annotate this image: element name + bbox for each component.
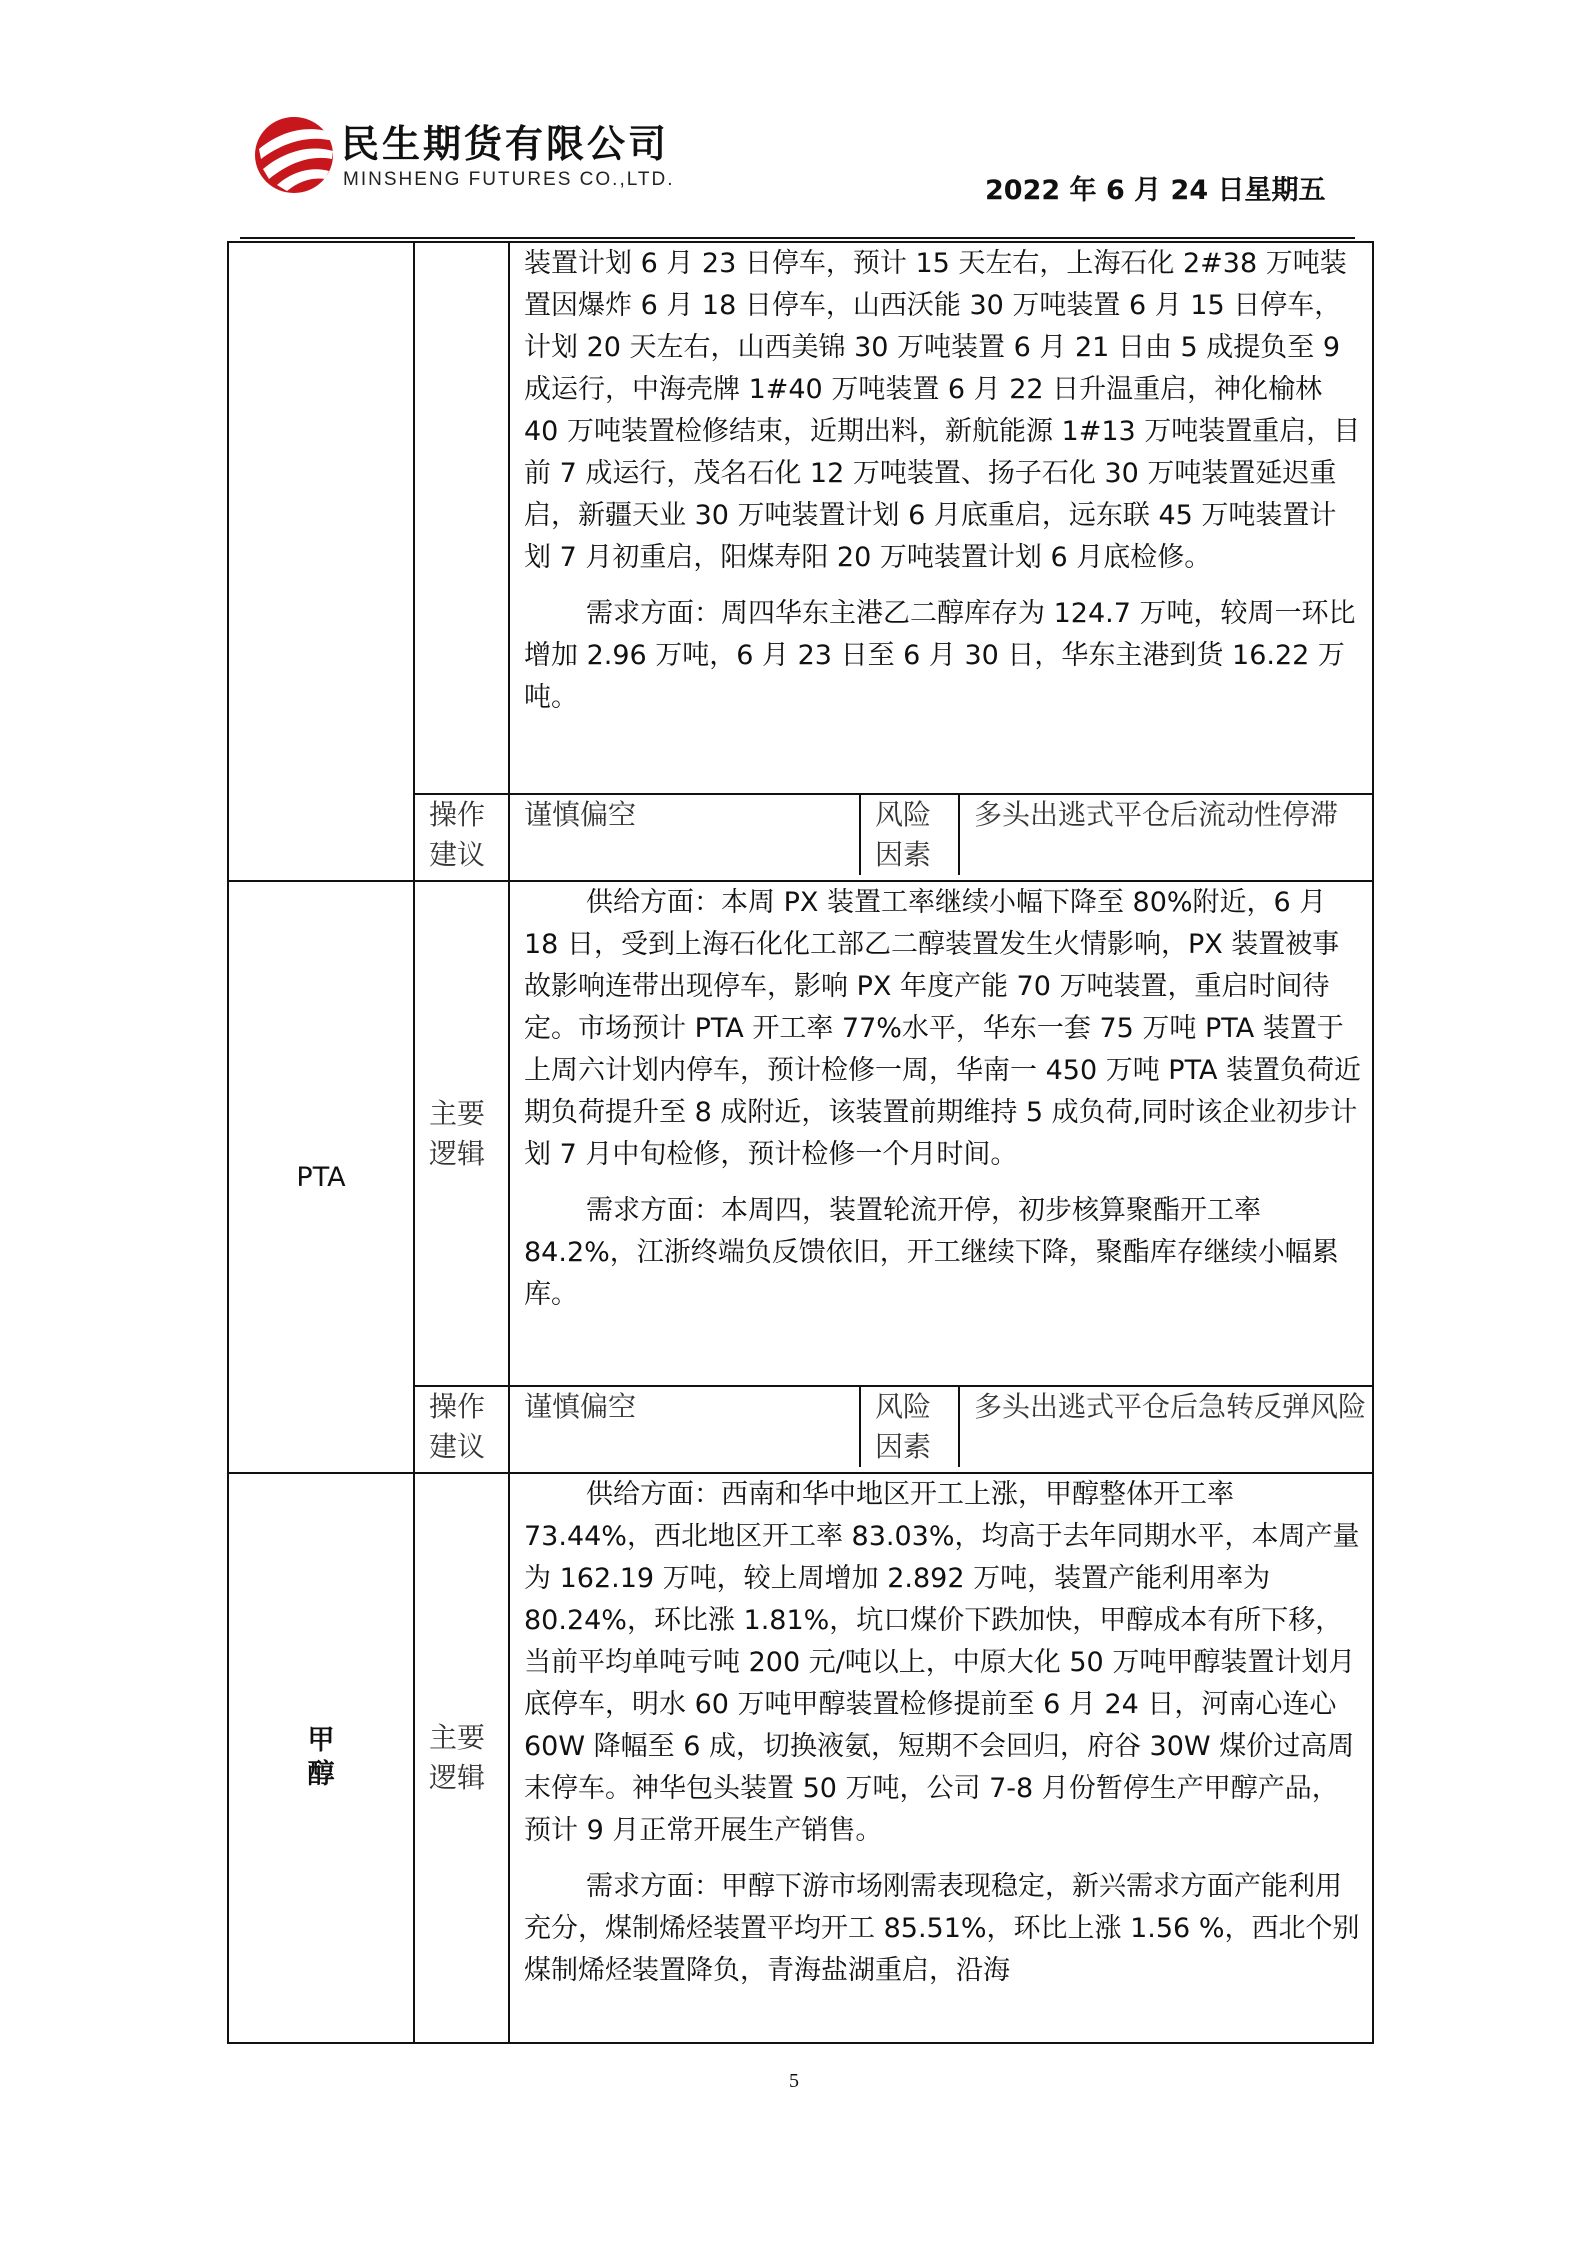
pta-advice-cell	[509, 1386, 1373, 1473]
report-date: 2022 年 6 月 24 日星期五	[985, 175, 1326, 206]
methanol-category-label: 甲醇	[307, 1725, 335, 1790]
meg-advice-subtable	[510, 795, 1372, 875]
pta-advice-label: 操作建议	[414, 1386, 509, 1473]
methanol-logic-content	[509, 1473, 1373, 2043]
page-number: 5	[789, 2070, 799, 2092]
meg-supply-text: 装置计划 6 月 23 日停车，预计 15 天左右，上海石化 2#38 万吨装置因爆炸 6 月 18 日停车，山西沃能 30 万吨装置 6 月 15 日停车，计划 20 天左右，山西美锦 30 万吨装置 6 月 21 日由 5 成提负至 9 成运行，中海壳牌 1#40 万吨装置 6 月 22 日升温重启，神化榆林 40 万吨装置检修结束，近期出料，新航能源 1#13 万吨装置重启，目前 7 成运行，茂名石化 12 万吨装置、扬子石化 30 万吨装置延迟重启，新疆天业 30 万吨装置计划 6 月底重启，远东联 45 万吨装置计划 7 月初重启，阳煤寿阳 20 万吨装置计划 6 月底检修。	[524, 248, 1361, 573]
pta-logic-content	[509, 881, 1373, 1386]
methanol-logic-label: 主要逻辑	[414, 1473, 509, 2043]
pta-logic-label: 主要逻辑	[414, 881, 509, 1386]
meg-advice-value: 谨慎偏空	[524, 798, 637, 831]
pta-logic-row	[228, 881, 1373, 1386]
meg-risk-value: 多头出逃式平仓后流动性停滞	[959, 795, 1372, 875]
methanol-category-cell	[228, 1473, 414, 2043]
logo-mark-icon	[253, 111, 335, 197]
company-name-en: MINSHENG FUTURES CO.,LTD.	[343, 169, 675, 190]
meg-category-cell	[228, 242, 414, 881]
pta-risk-label: 风险因素	[860, 1387, 959, 1467]
meg-logic-label-cell	[414, 242, 509, 794]
pta-advice-subtable	[510, 1387, 1372, 1467]
methanol-logic-row	[228, 1473, 1373, 2043]
meg-demand-text: 需求方面：周四华东主港乙二醇库存为 124.7 万吨，较周一环比增加 2.96 万吨，6 月 23 日至 6 月 30 日，华东主港到货 16.22 万吨。	[524, 598, 1356, 713]
pta-demand-text: 需求方面：本周四，装置轮流开停，初步核算聚酯开工率 84.2%，江浙终端负反馈依旧，开工继续下降，聚酯库存继续小幅累库。	[524, 1195, 1339, 1310]
commodity-analysis-table	[227, 241, 1374, 2044]
company-name-cn: 民生期货有限公司	[341, 122, 670, 166]
pta-supply-text: 供给方面：本周 PX 装置工率继续小幅下降至 80%附近，6 月 18 日，受到上海石化化工部乙二醇装置发生火情影响，PX 装置被事故影响连带出现停车，影响 PX 年度产能 70 万吨装置，重启时间待定。市场预计 PTA 开工率 77%水平，华东一套 75 万吨 PTA 装置于上周六计划内停车，预计检修一周，华南一 450 万吨 PTA 装置负荷近期负荷提升至 8 成附近，该装置前期维持 5 成负荷,同时该企业初步计划 7 月中旬检修，预计检修一个月时间。	[524, 887, 1362, 1170]
header-divider	[240, 237, 1355, 239]
meg-logic-content	[509, 242, 1373, 794]
meg-risk-label: 风险因素	[860, 795, 959, 875]
methanol-demand-text: 需求方面：甲醇下游市场刚需表现稳定，新兴需求方面产能利用充分，煤制烯烃装置平均开工 85.51%，环比上涨 1.56 %，西北个别煤制烯烃装置降负，青海盐湖重启，沿海	[524, 1871, 1360, 1986]
pta-advice-value: 谨慎偏空	[524, 1390, 637, 1423]
pta-risk-value: 多头出逃式平仓后急转反弹风险	[959, 1387, 1372, 1467]
meg-advice-label: 操作建议	[414, 794, 509, 881]
meg-advice-cell	[509, 794, 1373, 881]
company-logo	[253, 111, 733, 197]
methanol-supply-text: 供给方面：西南和华中地区开工上涨，甲醇整体开工率 73.44%，西北地区开工率 83.03%，均高于去年同期水平，本周产量为 162.19 万吨，较上周增加 2.892 万吨，装置产能利用率为 80.24%，环比涨 1.81%，坑口煤价下跌加快，甲醇成本有所下移，当前平均单吨亏吨 200 元/吨以上，中原大化 50 万吨甲醇装置计划月底停车，明水 60 万吨甲醇装置检修提前至 6 月 24 日，河南心连心 60W 降幅至 6 成，切换液氨，短期不会回归，府谷 30W 煤价过高周末停车。神华包头装置 50 万吨，公司 7-8 月份暂停生产甲醇产品，预计 9 月正常开展生产销售。	[524, 1479, 1360, 1846]
meg-logic-row	[228, 242, 1373, 794]
pta-category-cell: PTA	[228, 881, 414, 1473]
